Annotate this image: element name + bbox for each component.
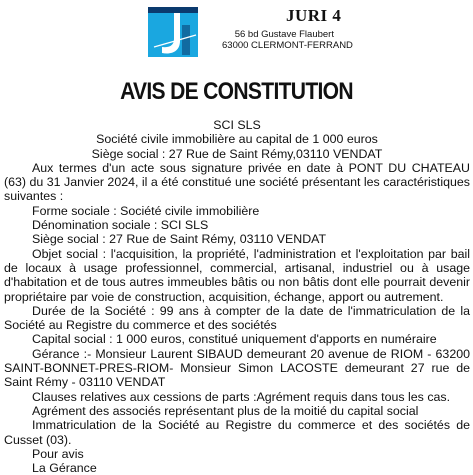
registration: Immatriculation de la Société au Registre du commerce et des sociétés de Cusset (03).	[4, 418, 470, 447]
address-line-1: 56 bd Gustave Flaubert	[234, 29, 334, 40]
office-address: Siège social : 27 Rue de Saint Rémy, 03110 VENDAT	[32, 232, 327, 247]
approval: Agrément des associés représentant plus de la moitié du capital social	[32, 403, 419, 418]
publisher-address	[222, 29, 353, 51]
company-description: Société civile immobilière au capital de 1 000 euros	[96, 132, 378, 147]
share-capital: Capital social : 1 000 euros, constitué uniquement d'apports en numéraire	[32, 332, 437, 347]
address-line-2: 63000 CLERMONT-FERRAND	[222, 40, 353, 51]
company-name: SCI SLS	[213, 118, 261, 132]
legal-form: Forme sociale : Société civile immobilière	[32, 203, 260, 218]
signature: La Gérance	[32, 461, 97, 475]
brand-name: JURI 4	[286, 6, 342, 25]
registered-office: Siège social : 27 Rue de Saint Rémy,03110 VENDAT	[91, 146, 383, 161]
header	[0, 0, 473, 60]
juri4-logo	[148, 7, 198, 57]
company-duration: Durée de la Société : 99 ans à compter de la date de l'immatriculation de la Société au Registre du commerce et des sociétés	[4, 303, 470, 333]
company-denomination: Dénomination sociale : SCI SLS	[32, 218, 209, 233]
notice-title: AVIS DE CONSTITUTION	[120, 78, 353, 105]
intro-paragraph: Aux termes d'un acte sous signature privée en date à PONT DU CHATEAU (63) du 31 Janvier 2024, il a été constitué une société présentant les caractéristiques suivantes :	[4, 160, 470, 204]
management: Gérance :- Monsieur Laurent SIBAUD demeurant 20 avenue de RIOM - 63200 SAINT-BONNET-PRES-RIOM- Monsieur Simon LACOSTE demeurant 27 rue de Saint Rémy - 03110 VENDAT	[4, 346, 470, 390]
transfer-clauses: Clauses relatives aux cessions de parts :Agrément requis dans tous les cas.	[32, 389, 451, 404]
corporate-purpose: Objet social : l'acquisition, la propriété, l'administration et l'exploitation par bail de locaux à usage professionnel, commercial, artisanal, industriel ou à usage d'habitation et de tous autres immeubles bâtis ou non bâtis dont elle pourrait devenir propriétaire par voie de construction, acquisition, échange, apport ou autrement.	[4, 246, 470, 304]
notice-body	[4, 118, 470, 475]
pour-avis: Pour avis	[32, 446, 84, 461]
